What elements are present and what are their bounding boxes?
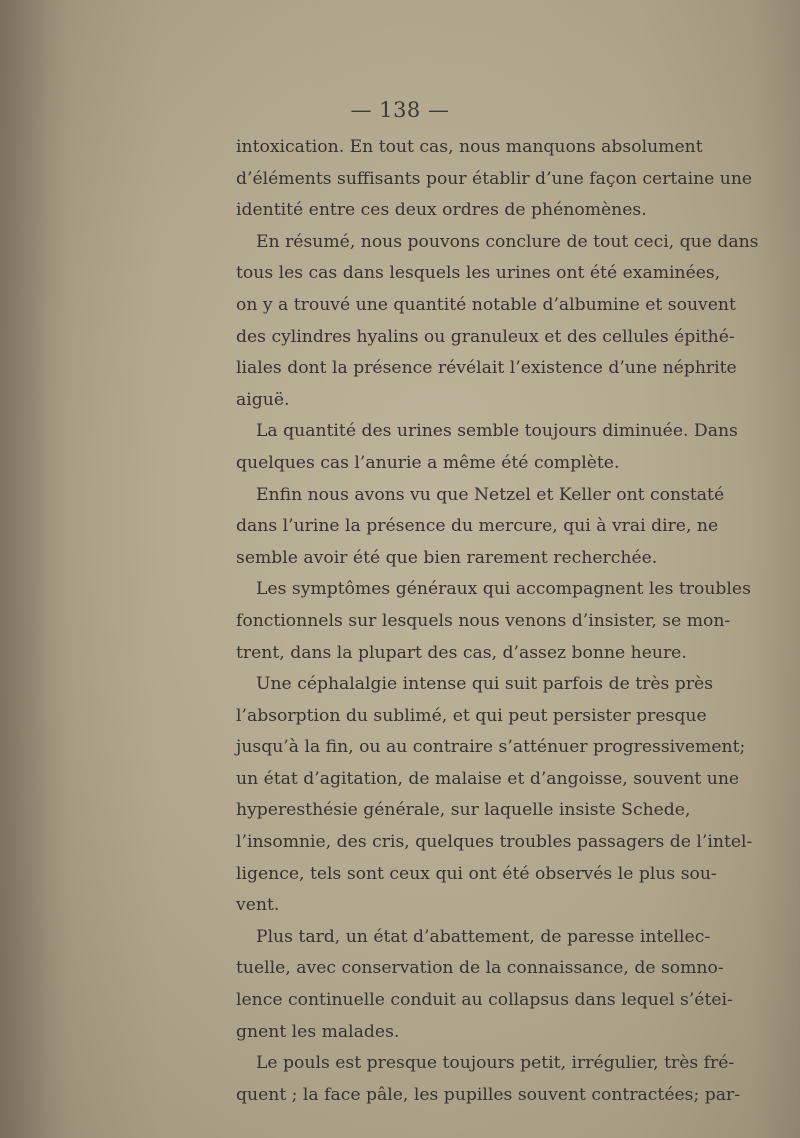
text-line: En résumé, nous pouvons conclure de tout ceci, que dans (256, 231, 759, 252)
text-line: aiguë. (236, 389, 290, 410)
text-line: Une céphalalgie intense qui suit parfois de très près (256, 674, 714, 695)
text-line: Plus tard, un état d’abattement, de paresse intellec- (256, 926, 711, 947)
text-line: Les symptômes généraux qui accompagnent les troubles (256, 579, 751, 600)
text-line: lence continuelle conduit au collapsus dans lequel s’étei- (236, 990, 733, 1011)
text-line: Enfin nous avons vu que Netzel et Keller ont constaté (256, 484, 725, 505)
text-line: vent. (236, 895, 280, 916)
text-line: Le pouls est presque toujours petit, irrégulier, très fré- (256, 1053, 735, 1074)
text-line: d’éléments suffisants pour établir d’une façon certaine une (236, 168, 753, 189)
text-line: gnent les malades. (236, 1021, 400, 1042)
text-line: l’absorption du sublimé, et qui peut persister presque (236, 705, 707, 726)
text-line: trent, dans la plupart des cas, d’assez bonne heure. (236, 642, 687, 663)
text-line: tous les cas dans lesquels les urines ont été examinées, (236, 263, 721, 284)
text-line: jusqu’à la fin, ou au contraire s’atténuer progressivement; (236, 737, 746, 758)
text-line: dans l’urine la présence du mercure, qui à vrai dire, ne (236, 516, 719, 537)
text-line: semble avoir été que bien rarement recherchée. (236, 547, 658, 568)
text-line: quelques cas l’anurie a même été complète. (236, 452, 620, 473)
text-line: tuelle, avec conservation de la connaissance, de somno- (236, 958, 724, 979)
text-line: fonctionnels sur lesquels nous venons d’insister, se mon- (236, 610, 731, 631)
text-line: un état d’agitation, de malaise et d’angoisse, souvent une (236, 768, 740, 789)
body-text (236, 132, 759, 1111)
text-line: l’insomnie, des cris, quelques troubles passagers de l’intel- (236, 832, 753, 853)
text-line: identité entre ces deux ordres de phénomènes. (236, 200, 647, 221)
text-line: quent ; la face pâle, les pupilles souvent contractées; par- (236, 1084, 741, 1105)
text-line: on y a trouvé une quantité notable d’albumine et souvent (236, 294, 736, 315)
text-line: hyperesthésie générale, sur laquelle insiste Schede, (236, 800, 691, 821)
text-line: liales dont la présence révélait l’existence d’une néphrite (236, 358, 737, 379)
text-line: des cylindres hyalins ou granuleux et des cellules épithé- (236, 326, 735, 347)
text-line: intoxication. En tout cas, nous manquons absolument (236, 137, 703, 157)
text-line: ligence, tels sont ceux qui ont été observés le plus sou- (236, 863, 717, 884)
text-line: La quantité des urines semble toujours diminuée. Dans (256, 421, 738, 442)
page-number: — 138 — (350, 98, 450, 122)
